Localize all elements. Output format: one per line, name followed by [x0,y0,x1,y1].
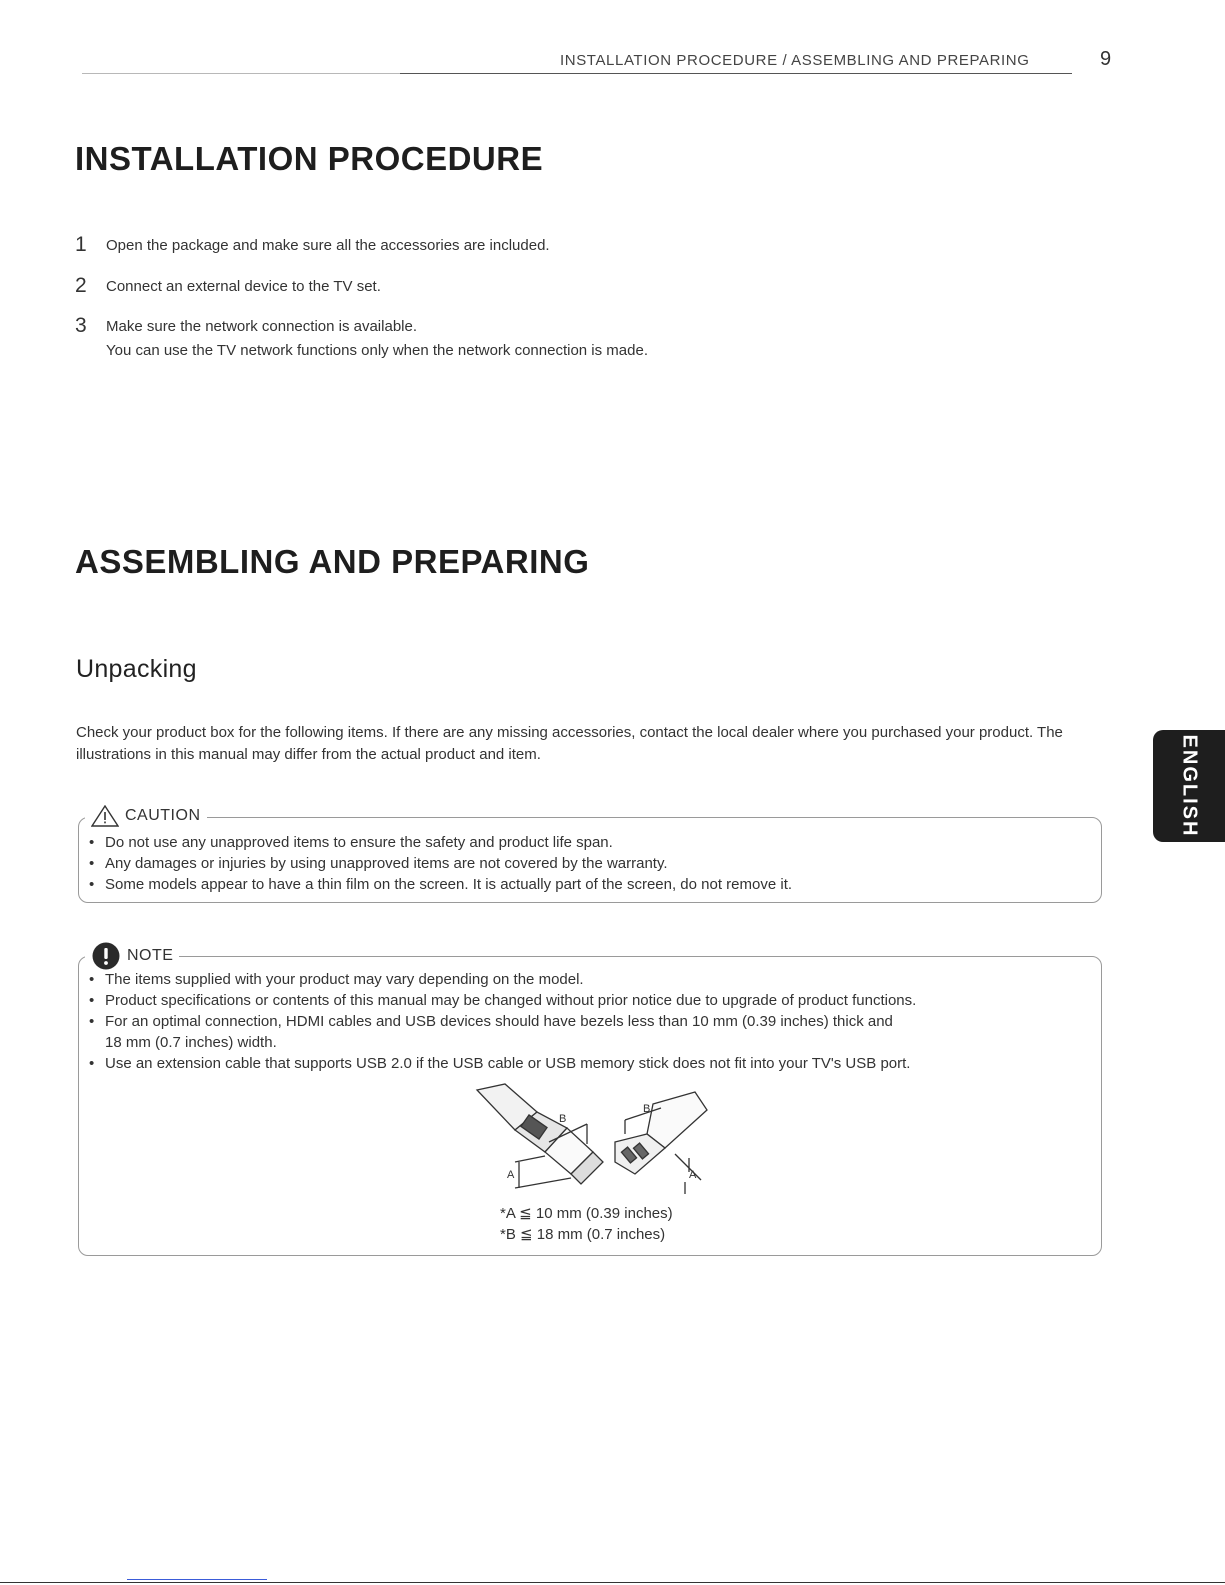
note-list [87,969,916,1074]
dimension-a-note: *A ≦ 10 mm (0.39 inches) [500,1205,673,1222]
hdmi-cable-drawing [477,1084,603,1188]
list-item: • For an optimal connection, HDMI cables and USB devices should have bezels less than 10 mm (0.39 inches) thick and [87,1011,916,1032]
caution-list [87,832,792,895]
assembling-title: ASSEMBLING AND PREPARING [75,543,590,580]
step-number: 3 [75,314,87,337]
note-header [85,941,179,971]
step-text: Open the package and make sure all the accessories are included. [106,237,550,254]
warning-triangle-icon [91,805,119,827]
list-item: • Some models appear to have a thin film on the screen. It is actually part of the screen, do not remove it. [87,874,792,895]
page-number: 9 [1100,48,1112,70]
usb-dimension-a-label: A [689,1169,697,1181]
list-item: • Do not use any unapproved items to ensure the safety and product life span. [87,832,792,853]
list-item: • Use an extension cable that supports USB 2.0 if the USB cable or USB memory stick does not fit into your TV's USB port. [87,1053,916,1074]
dimension-b-note: *B ≦ 18 mm (0.7 inches) [500,1226,666,1243]
running-title: INSTALLATION PROCEDURE / ASSEMBLING AND PREPARING [560,52,1030,69]
connector-illustration [475,1082,735,1197]
list-item: • The items supplied with your product may vary depending on the model. [87,969,916,990]
caution-label: CAUTION [125,807,201,824]
caution-header [85,805,207,827]
unpacking-title: Unpacking [76,655,197,683]
header-rule-accent [400,73,1072,74]
list-item: • Any damages or injuries by using unapproved items are not covered by the warranty. [87,853,792,874]
step-text-continued: You can use the TV network functions only when the network connection is made. [106,342,648,359]
dimension-b-label: B [559,1113,567,1125]
bottom-mark [127,1579,267,1580]
list-item-continued: 18 mm (0.7 inches) width. [105,1034,277,1051]
step-text: Make sure the network connection is available. [106,318,418,335]
note-info-icon [91,941,121,971]
installation-title: INSTALLATION PROCEDURE [75,140,544,177]
step-number: 2 [75,274,87,297]
caution-box [78,807,1102,903]
language-tab [1153,730,1225,842]
unpacking-intro: Check your product box for the following items. If there are any missing accessories, contact the local dealer where you purchased your product. The illustrations in this manual may differ from the actual product and item. [76,724,1063,763]
note-label: NOTE [127,947,174,964]
step-text: Connect an external device to the TV set. [106,278,381,295]
dimension-notes [500,1203,673,1245]
usb-dimension-b-label: B [643,1103,651,1115]
language-tab-label: ENGLISH [1178,734,1201,838]
step-number: 1 [75,233,87,256]
list-item: • Product specifications or contents of this manual may be changed without prior notice due to upgrade of product functions. [87,990,916,1011]
bottom-rule [0,1582,1225,1583]
dimension-a-label: A [507,1169,515,1181]
